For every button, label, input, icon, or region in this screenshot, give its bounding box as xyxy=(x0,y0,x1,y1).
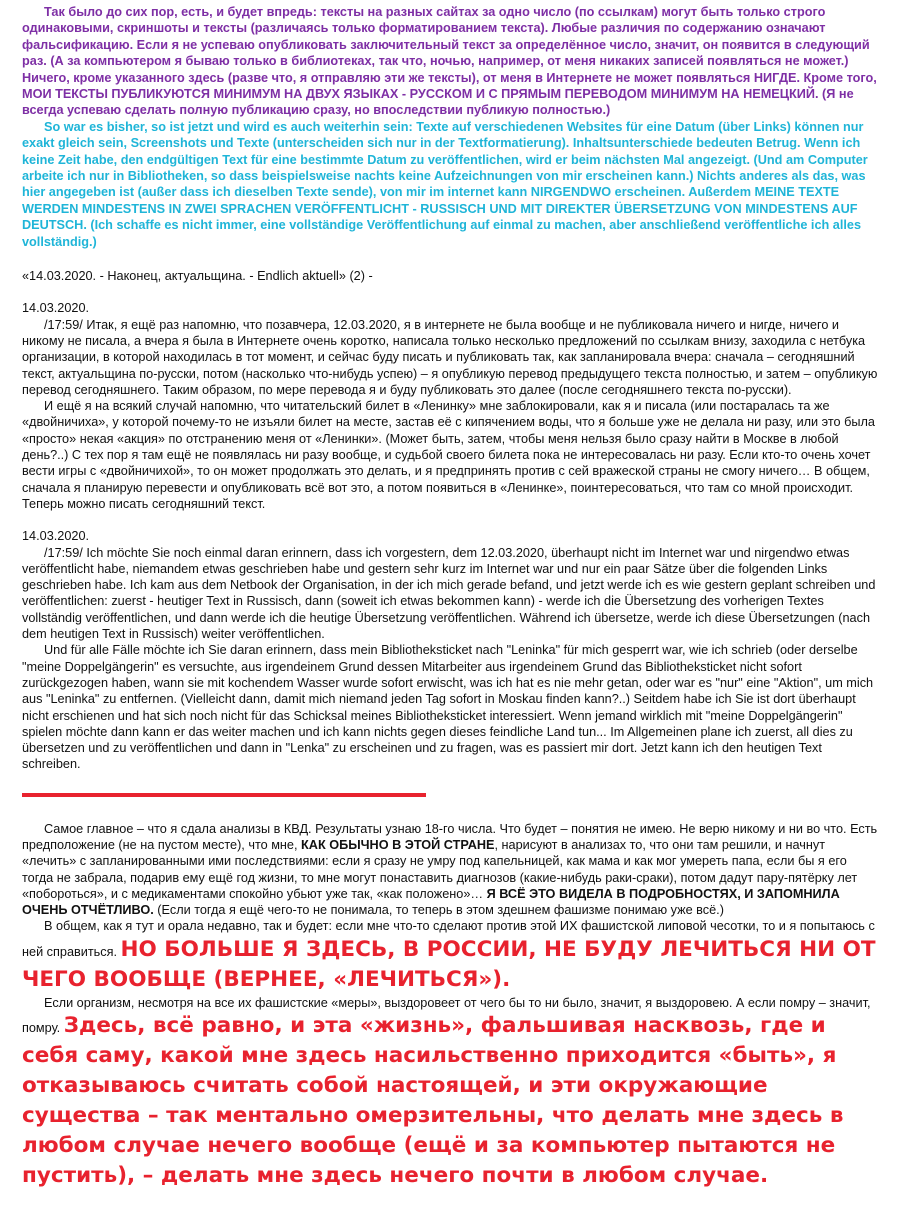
final-p3-part-a: Если организм, несмотря на все их фашистские «меры», выздоровеет от чего бы то ни было, значит, я выздоровею. А если помру – значит, помру. xyxy=(22,995,871,1036)
de-entry-paragraph-1 xyxy=(22,545,880,643)
document-title: «14.03.2020. - Наконец, актуальщина. - Endlich aktuell» (2) - xyxy=(22,269,373,284)
notice-russian-text: Так было до сих пор, есть, и будет впредь: тексты на разных сайтах за одно число (по ссылкам) могут быть только строго одинаковыми, скриншоты и тексты (различаясь только форматированием текста). Любые различия по содержанию означают фальсификацию. Если я не успеваю опубликовать заключительный текст за определённое число, значит, он появится в следующий раз. (А за компьютером я бываю только в библиотеках, так что, ночью, например, от меня никаких записей появляться не может.) Ничего, кроме указанного здесь (разве что, я отправляю эти же тексты), от меня в Интернете не может появляться НИГДЕ. Кроме того, МОИ ТЕКСТЫ ПУБЛИКУЮТСЯ МИНИМУМ НА ДВУХ ЯЗЫКАХ - РУССКОМ И С ПРЯМЫМ ПЕРЕВОДОМ МИНИМУМ НА НЕМЕЦКИЙ. (Я не всегда успеваю сделать полную публикацию сразу, но впоследствии публикую полностью.) xyxy=(22,5,877,118)
final-p2-red-emphasis: НО БОЛЬШЕ Я ЗДЕСЬ, В РОССИИ, НЕ БУДУ ЛЕЧИТЬСЯ НИ ОТ ЧЕГО ВООБЩЕ (ВЕРНЕЕ, «ЛЕЧИТЬСЯ»). xyxy=(22,936,876,992)
final-p3-red-emphasis: Здесь, всё равно, и эта «жизнь», фальшивая насквозь, где и себя саму, какой мне здесь насильственно приходится «быть», я отказываюсь считать собой настоящей, и эти окружающие существа – так ментально омерзительны, что делать мне здесь в любом случае нечего вообще (ещё и за компьютер пытаются не пустить), – делать мне здесь нечего почти в любом случае. xyxy=(22,1013,844,1189)
red-divider xyxy=(22,793,426,797)
final-p1-part-e: (Если тогда я ещё чего-то не понимала, то теперь в этом здешнем фашизме понимаю уже всё.) xyxy=(153,903,724,918)
de-entry-paragraph-2 xyxy=(22,642,880,772)
final-paragraph-3 xyxy=(22,995,880,1191)
final-paragraph-1 xyxy=(22,821,880,919)
final-p1-emphasis-2: Я ВСЁ ЭТО ВИДЕЛА В ПОДРОБНОСТЯХ, И ЗАПОМНИЛА ОЧЕНЬ ОТЧЁТЛИВО. xyxy=(22,886,840,918)
notice-german xyxy=(22,119,880,250)
de-entry-paragraph-1-text: /17:59/ Ich möchte Sie noch einmal daran erinnern, dass ich vorgestern, dem 12.03.2020, überhaupt nicht im Internet war und nirgendwo etwas veröffentlicht habe, niemandem etwas geschrieben habe und gestern sehr kurz im Internet war und nur ein paar Sätze über die folgenden Links geschrieben habe. Ich kam aus dem Netbook der Organisation, in der ich mich gerade befand, und jetzt werde ich es wie gestern geplant schreiben und veröffentlichen: zuerst - heutiger Text in Russisch, dann (soweit ich etwas bekommen kann) - werde ich die Übersetzung des vorherigen Textes vollständig veröffentlichen, und dann werde ich die heutige Übersetzung veröffentlichen. Während ich übersetze, werde ich diese Übersetzungen (nach dem heutigen Text in Russisch) weiter veröffentlichen. xyxy=(22,545,876,642)
final-p1-part-a: Самое главное – что я сдала анализы в КВД. Результаты узнаю 18-го числа. Что будет – понятия не имею. Не верю никому и ни во что. Есть предположение (не на пустом месте), что мне, xyxy=(22,821,878,852)
final-paragraph-2 xyxy=(22,918,880,994)
de-entry-date: 14.03.2020. xyxy=(22,529,90,544)
final-p1-part-c: , нарисуют в анализах то, что они там решили, и начнут «лечить» с запланированными ими последствиями: если я сразу не умру под капельницей, как мама и как мог умереть папа, если бы я его тогда не забрала, подарив ему ещё год жизни, то мне могут понаставить диагнозов (какие-нибудь раки-сраки), потом дадут пару-пятёрку лет «побороться», и с медикаментами спокойно убьют уже так, «как положено»… xyxy=(22,838,858,901)
ru-entry-paragraph-1 xyxy=(22,317,880,398)
final-p1-emphasis-1: КАК ОБЫЧНО В ЭТОЙ СТРАНЕ xyxy=(301,838,495,852)
ru-entry-paragraph-1-text: /17:59/ Итак, я ещё раз напомню, что позавчера, 12.03.2020, я в интернете не была вообще и не публиковала ничего и нигде, ничего и никому не писала, а вчера я была в Интернете очень коротко, написала только несколько предложений по ссылкам внизу, заходила с нетбука организации, в которой находилась в тот момент, и сейчас буду писать и публиковать так, как запланировала вчера: сначала – сегодняшний текст, актуальщина по-русски, потом (насколько что-нибудь успею) – я опубликую перевод предыдущего текста полностью, и затем – опубликую перевод сегодняшнего. Таким образом, по мере перевода я и буду публиковать это далее (после сегодняшнего текста по-русски). xyxy=(22,317,878,397)
ru-entry-date: 14.03.2020. xyxy=(22,301,90,316)
notice-german-text: So war es bisher, so ist jetzt und wird es auch weiterhin sein: Texte auf verschiedenen Websites für eine Datum (über Links) können nur exakt gleich sein, Screenshots und Texte (unterscheiden sich nur in der Textformatierung). Inhaltsunterschiede bedeuten Betrug. Wenn ich keine Zeit habe, den endgültigen Text für eine bestimmte Datum zu veröffentlichen, wird er beim nächsten Mal angezeigt. (Und am Computer arbeite ich nur in Bibliotheken, so dass beispielsweise nachts keine Aufzeichnungen von mir erscheinen kann.) Nichts anderes als das, was hier angegeben ist (außer dass ich dieselben Texte sende), von mir im internet kann NIRGENDWO erscheinen. Außerdem MEINE TEXTE WERDEN MINDESTENS IN ZWEI SPRACHEN VERÖFFENTLICHT - RUSSISCH UND MIT DIREKTER ÜBERSETZUNG VON MINDESTENS AUF DEUTSCH. (Ich schaffe es nicht immer, eine vollständige Veröffentlichung auf einmal zu machen, aber anschließend veröffentliche ich alles vollständig.) xyxy=(22,119,868,249)
ru-entry-paragraph-2-text: И ещё я на всякий случай напомню, что читательский билет в «Ленинку» мне заблокировали, как я и писала (или постаралась та же «двойничиха», у которой почему-то не изъяли билет на месте, застав её с кипячением воды, что я больше уже не делала ни разу, или это была «просто» некая «акция» по отстранению меня от «Ленинки». (Может быть, затем, чтобы меня нельзя было сразу найти в Москве в любой день?..) С тех пор я там ещё не появлялась ни разу вообще, и судьбой своего билета пока не интересовалась ни разу. Если кто-то очень хочет вести игры с «двойничихой», то он может продолжать это делать, и я предпринять против с сей вражеской страны не смогу ничего… В общем, сначала я планирую перевести и опубликовать всё вот это, а потом появиться в «Ленинке», поинтересоваться, что там со мной происходит. Теперь можно писать сегодняшний текст. xyxy=(22,399,875,511)
final-p2-part-a: В общем, как я тут и орала недавно, так и будет: если мне что-то сделают против этой ИХ фашистской липовой чесотки, то и я попытаюсь с ней справиться. xyxy=(22,919,875,959)
notice-russian xyxy=(22,4,880,119)
ru-entry-paragraph-2 xyxy=(22,398,880,512)
de-entry-paragraph-2-text: Und für alle Fälle möchte ich Sie daran erinnern, dass mein Bibliotheksticket nach "Leninka" für mich gesperrt war, wie ich schrieb (oder derselbe "meine Doppelgängerin" es versuchte, aus irgendeinem Grund dessen Mitarbeiter aus irgendeinem Grund das Bibliotheksticket nicht sofort zurückgezogen haben, wann sie mit kochendem Wasser wurde sofort erwischt, was ich hat es nie mehr getan, oder war es "nur" eine "Aktion", um mich aus "Leninka" zu entfernen. (Vielleicht dann, damit mich niemand jeden Tag sofort in Moskau finden kann?..) Seitdem habe ich Sie ist dort überhaupt nicht erschienen und hat sich noch nicht für das Schicksal meines Bibliotheksticket interessiert. Wenn jemand wirklich mit "meine Doppelgängerin" spielen möchte dann kann er das weiter machen und ich kann nichts gegen dieses feindliche Land tun... Im Allgemeinen plane ich zuerst, all dies zu übersetzen und zu veröffentlichen und dann in "Lenka" zu erscheinen und zu fragen, was es passiert mir dort. Jetzt kann ich den heutigen Text schreiben. xyxy=(22,643,874,772)
